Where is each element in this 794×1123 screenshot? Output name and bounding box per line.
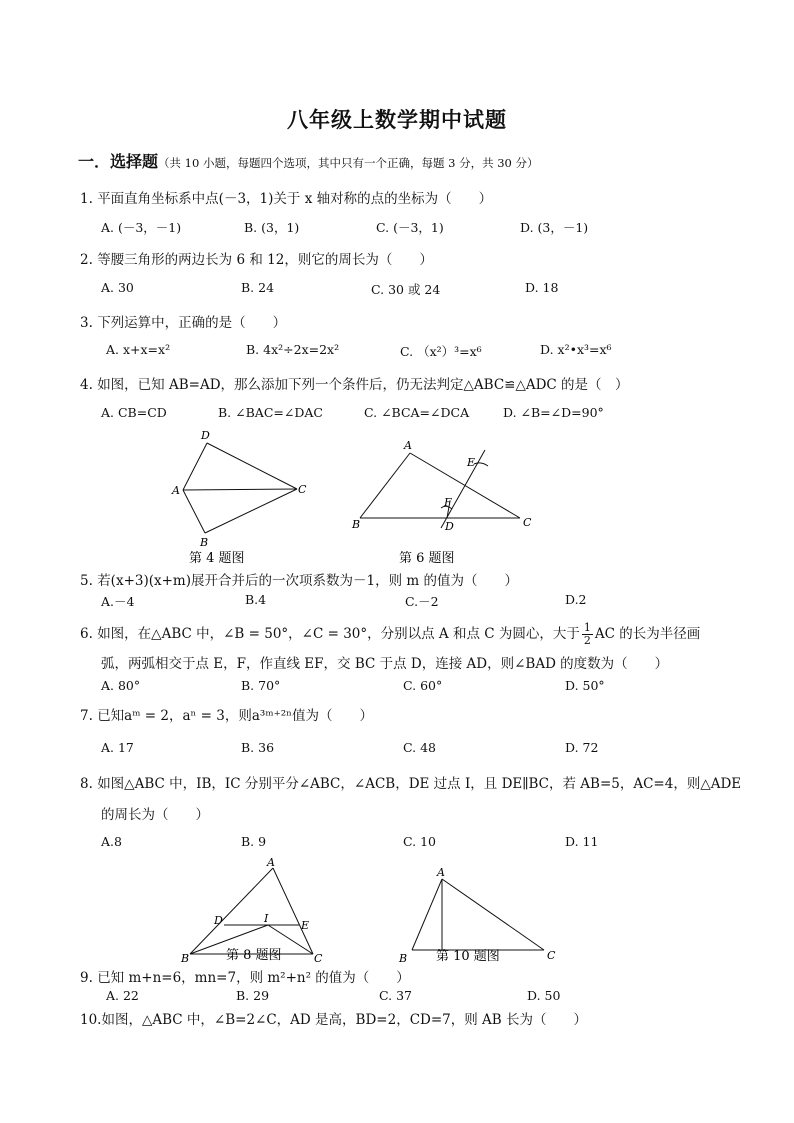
question-7 <box>80 704 373 724</box>
question-4 <box>80 373 629 393</box>
question-6 <box>80 622 700 647</box>
fig8-label-a: A <box>267 856 275 869</box>
q6-option-b: B. 70° <box>241 678 281 693</box>
q9-option-d: D. 50 <box>527 988 561 1003</box>
q9-option-c: C. 37 <box>379 988 412 1003</box>
section-heading <box>78 149 539 172</box>
q3-option-b: B. 4x²÷2x=2x² <box>246 342 340 357</box>
figure-8-diagram <box>190 868 313 954</box>
q5-option-b: B.4 <box>245 592 267 607</box>
question-number: 1. <box>80 191 93 207</box>
q4-option-d: D. ∠B=∠D=90° <box>503 405 604 420</box>
question-3 <box>80 311 286 331</box>
question-text: 若(x+3)(x+m)展开合并后的一次项系数为－1，则 m 的值为（ ） <box>97 573 518 589</box>
question-text: 如图，△ABC 中，∠B=2∠C，AD 是高，BD=2，CD=7，则 AB 长为（ ） <box>101 1012 587 1028</box>
page-title: 八年级上数学期中试题 <box>287 107 507 132</box>
question-number: 9. <box>80 970 93 986</box>
q4-option-c: C. ∠BCA=∠DCA <box>364 405 470 420</box>
question-number: 6. <box>80 626 93 642</box>
q5-option-c: C.－2 <box>405 594 439 609</box>
figures-4-6 <box>0 420 794 570</box>
question-text: 已知 m+n=6，mn=7，则 m²+n² 的值为（ ） <box>97 970 410 986</box>
question-6-line-2: 弧，两弧相交于点 E，F，作直线 EF，交 BC 于点 D，连接 AD，则∠BAD 的度数为（ ） <box>101 656 669 672</box>
fig4-label-d: D <box>201 429 210 442</box>
q3-option-a: A. x+x=x² <box>106 342 171 357</box>
q1-option-b: B. (3，1) <box>244 220 300 235</box>
fig6-label-e: E <box>467 456 476 469</box>
q1-option-c: C. (－3，1) <box>376 220 444 235</box>
question-8 <box>80 772 741 792</box>
question-1 <box>80 187 492 207</box>
q7-option-b: B. 36 <box>241 740 275 755</box>
fig6-label-a: A <box>404 439 412 452</box>
q2-option-d: D. 18 <box>525 280 559 295</box>
fig8-label-d: D <box>214 914 223 927</box>
question-2 <box>80 248 433 268</box>
fig10-label-a: A <box>437 866 445 879</box>
question-8-line-2: 的周长为（ ） <box>101 807 209 823</box>
q7-option-c: C. 48 <box>403 740 436 755</box>
q9-option-b: B. 29 <box>236 988 270 1003</box>
section-note: （共 10 小题，每题四个选项，其中只有一个正确，每题 3 分，共 30 分） <box>158 156 539 170</box>
question-text: 如图△ABC 中，IB，IC 分别平分∠ABC，∠ACB，DE 过点 I，且 DE∥BC，若 AB=5，AC=4，则△ADE <box>97 776 742 792</box>
figure-4-diagram <box>183 443 297 533</box>
question-text: AC 的长为半径画 <box>594 626 701 642</box>
question-10 <box>80 1008 587 1028</box>
fig8-caption: 第 8 题图 <box>226 948 282 963</box>
figures-8-10 <box>0 852 794 970</box>
fig10-label-c: C <box>547 949 556 962</box>
q1-option-d: D. (3，－1) <box>520 220 589 235</box>
question-text: 平面直角坐标系中点(－3，1)关于 x 轴对称的点的坐标为（ ） <box>97 191 493 207</box>
q9-option-a: A. 22 <box>106 988 139 1003</box>
fig4-caption: 第 4 题图 <box>189 551 245 566</box>
q2-option-a: A. 30 <box>101 280 134 295</box>
fig8-label-e: E <box>301 919 310 932</box>
q3-option-d: D. x²•x³=x⁶ <box>540 342 612 357</box>
fig6-caption: 第 6 题图 <box>399 551 455 566</box>
q2-option-c: C. 30 或 24 <box>371 282 441 297</box>
question-number: 4. <box>80 377 93 393</box>
q5-option-a: A.－4 <box>101 594 135 609</box>
fig8-label-c: C <box>314 952 323 965</box>
fraction-one-half <box>582 622 593 647</box>
q4-option-b: B. ∠BAC=∠DAC <box>218 405 323 420</box>
q6-option-c: C. 60° <box>403 678 443 693</box>
question-text: 如图，在△ABC 中，∠B = 50°，∠C = 30°，分别以点 A 和点 C 为圆心，大于 <box>97 626 580 642</box>
q5-option-d: D.2 <box>565 592 587 607</box>
q8-option-c: C. 10 <box>403 834 436 849</box>
question-number: 5. <box>80 573 93 589</box>
question-number: 2. <box>80 252 93 268</box>
fig10-label-b: B <box>399 952 408 965</box>
fig4-label-a: A <box>172 484 180 497</box>
question-number: 7. <box>80 708 93 724</box>
fig6-label-f: F <box>444 496 452 509</box>
fig8-label-b: B <box>181 952 190 965</box>
section-title: 一．选择题 <box>78 152 159 171</box>
fig4-label-b: B <box>200 536 209 549</box>
q4-option-a: A. CB=CD <box>101 405 167 420</box>
q3-option-c: C. （x²）³=x⁶ <box>400 344 482 359</box>
question-text: 如图，已知 AB=AD，那么添加下列一个条件后，仍无法判定△ABC≌△ADC 的是（ ） <box>97 377 629 393</box>
fig6-label-d: D <box>445 520 454 533</box>
question-number: 10. <box>80 1012 102 1028</box>
fig8-label-i: I <box>264 912 269 925</box>
q7-option-d: D. 72 <box>565 740 599 755</box>
question-text: 下列运算中，正确的是（ ） <box>97 315 287 331</box>
question-text: 已知aᵐ = 2，aⁿ = 3，则a³ᵐ⁺²ⁿ值为（ ） <box>97 708 373 724</box>
question-9 <box>80 966 410 986</box>
question-5 <box>80 569 518 589</box>
fig6-label-b: B <box>352 518 361 531</box>
q8-option-b: B. 9 <box>241 834 267 849</box>
figure-10-diagram <box>412 879 544 950</box>
q2-option-b: B. 24 <box>241 280 275 295</box>
fig6-label-c: C <box>523 516 532 529</box>
question-number: 8. <box>80 776 93 792</box>
question-text: 等腰三角形的两边长为 6 和 12，则它的周长为（ ） <box>97 252 433 268</box>
question-number: 3. <box>80 315 93 331</box>
q1-option-a: A. (－3，－1) <box>101 220 182 235</box>
q8-option-d: D. 11 <box>565 834 599 849</box>
figure-6-diagram <box>360 450 520 528</box>
q6-option-a: A. 80° <box>101 678 141 693</box>
fig10-caption: 第 10 题图 <box>436 949 500 964</box>
fig4-label-c: C <box>298 483 307 496</box>
q6-option-d: D. 50° <box>565 678 605 693</box>
q8-option-a: A.8 <box>101 834 122 849</box>
q7-option-a: A. 17 <box>101 740 134 755</box>
fraction-denominator: 2 <box>583 634 591 647</box>
fraction-numerator: 1 <box>583 621 591 634</box>
